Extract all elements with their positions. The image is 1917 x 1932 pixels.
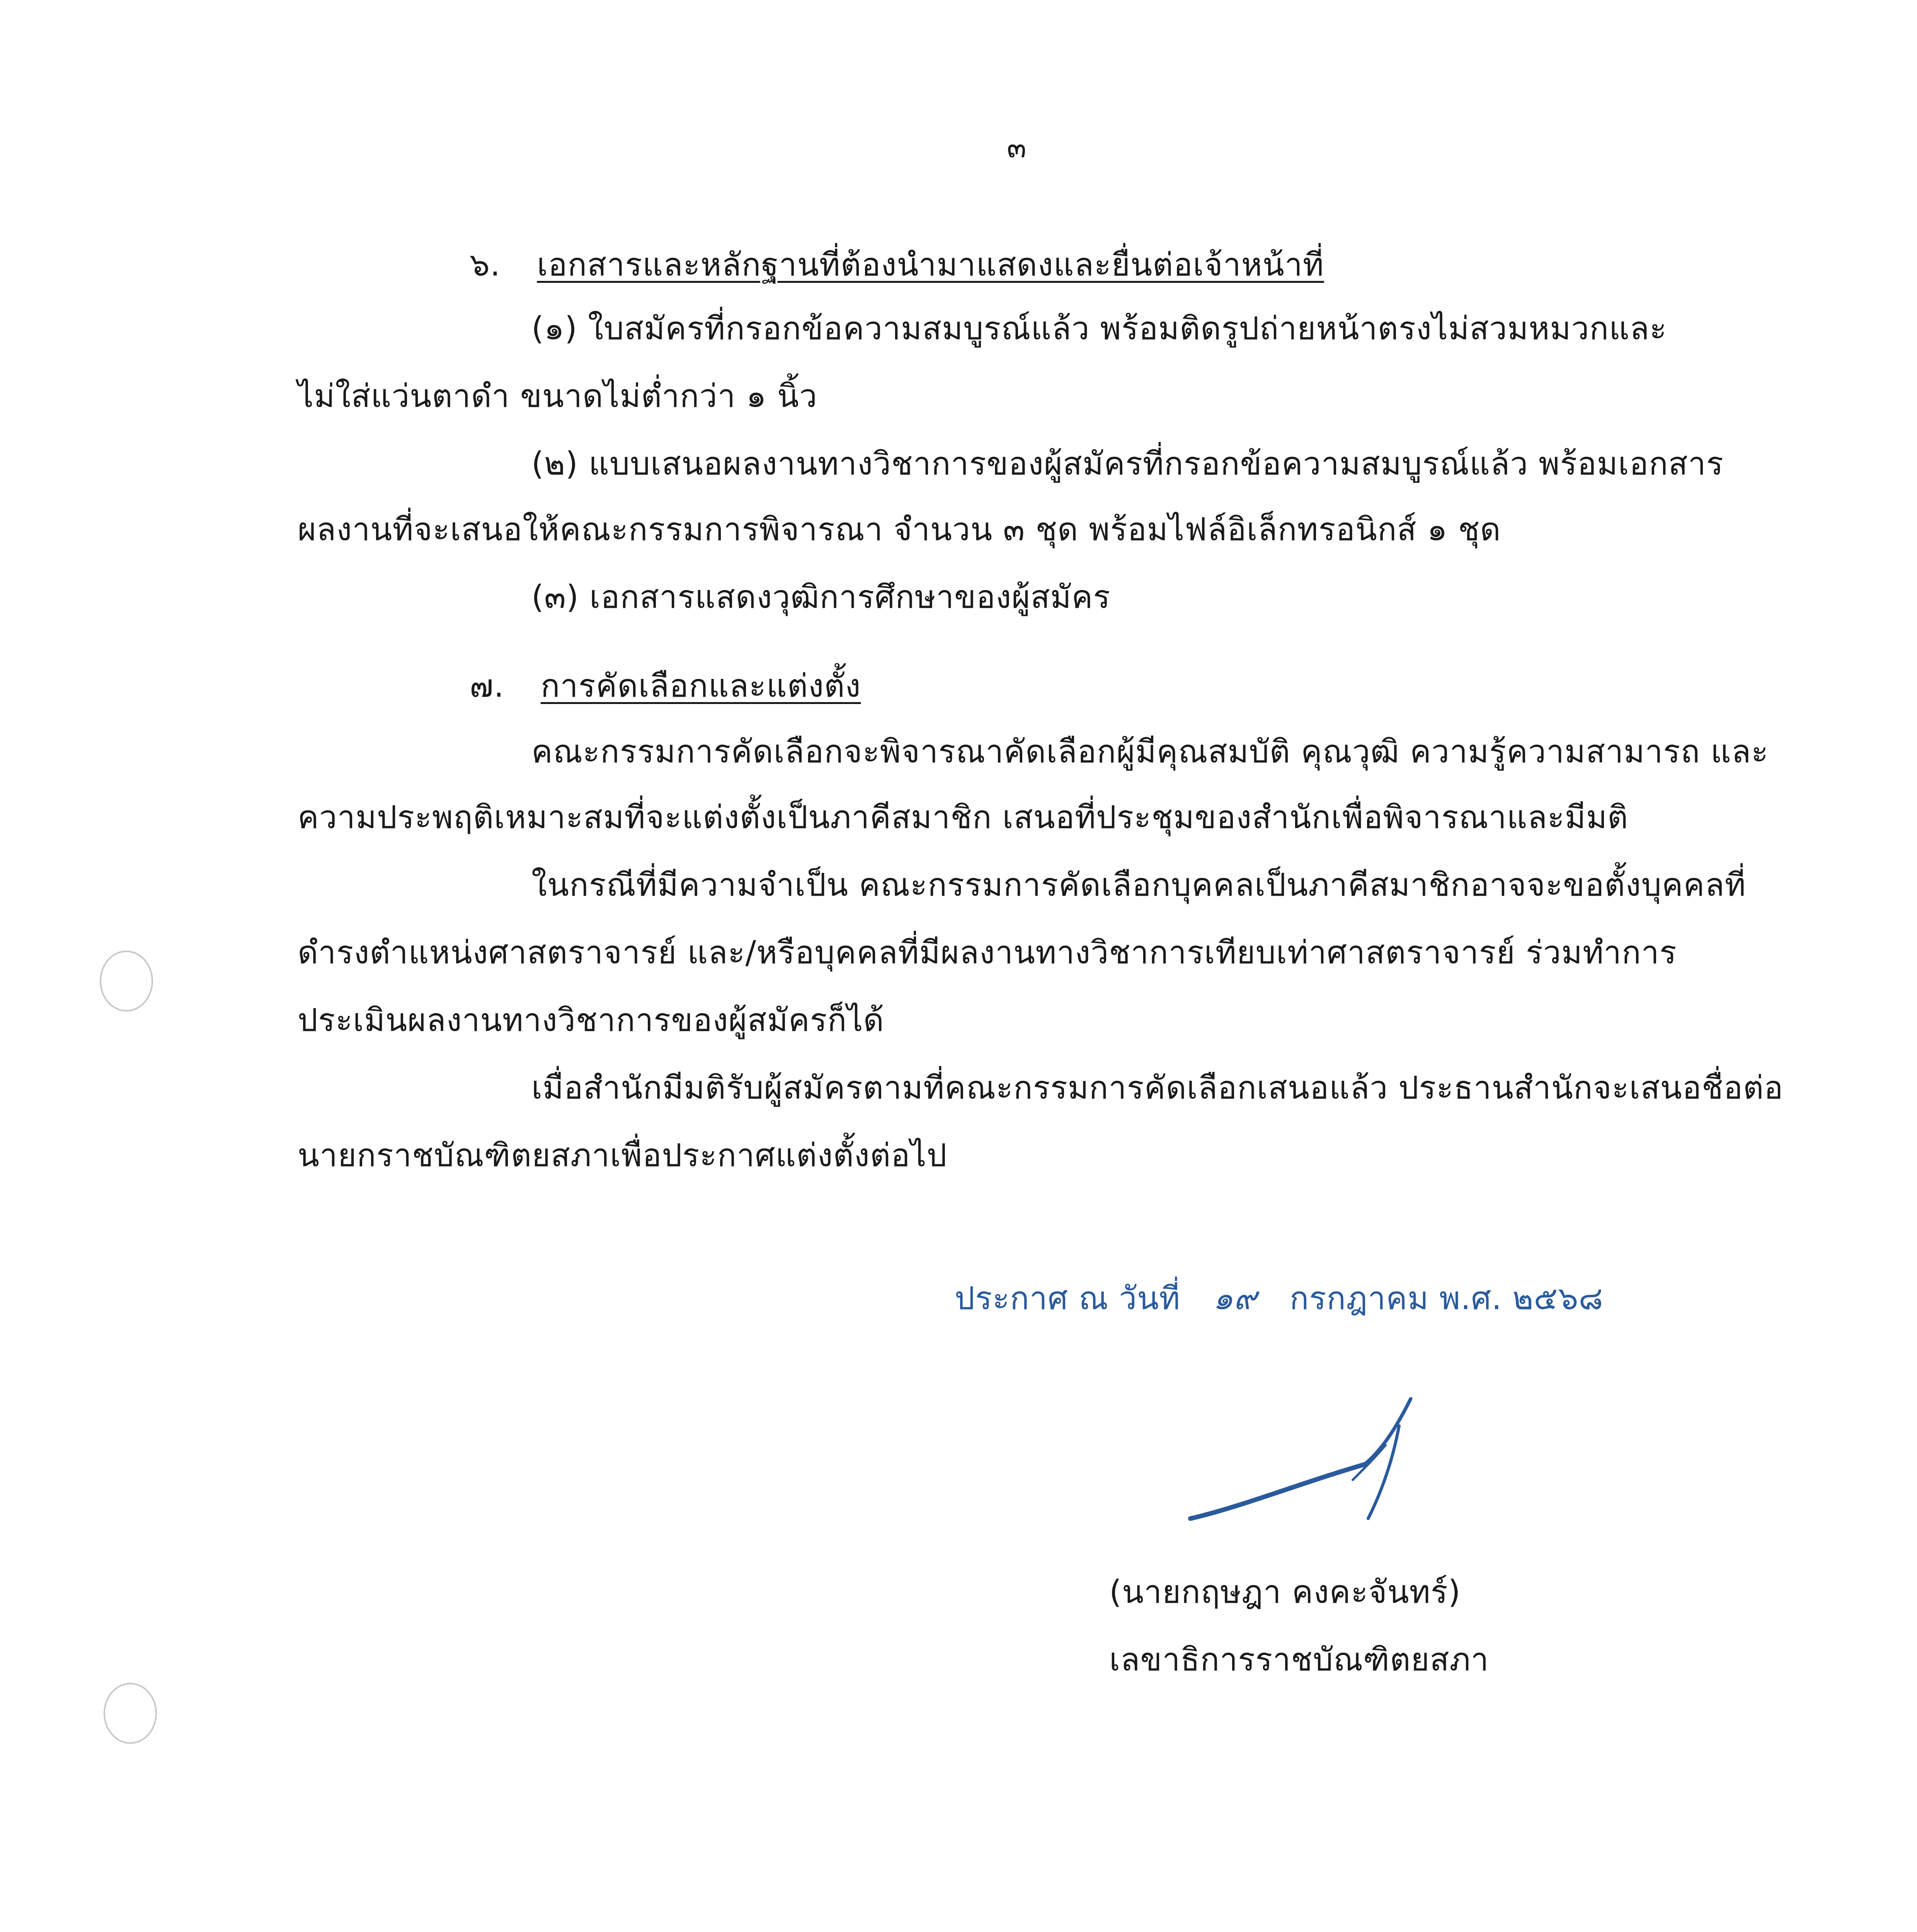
section-7-para-2-line-1: ในกรณีที่มีความจำเป็น คณะกรรมการคัดเลือกบุคคลเป็นภาคีสมาชิกอาจจะขอตั้งบุคคลที่	[531, 867, 1746, 903]
page-number: ๓	[1007, 131, 1027, 164]
punch-hole-bottom	[104, 1683, 157, 1744]
section-7-para-2-line-2: ดำรงตำแหน่งศาสตราจารย์ และ/หรือบุคคลที่มีผลงานทางวิชาการเทียบเท่าศาสตราจารย์ ร่วมทำการ	[298, 934, 1677, 971]
section-6-item-1-line-1: (๑) ใบสมัครที่กรอกข้อความสมบูรณ์แล้ว พร้อมติดรูปถ่ายหน้าตรงไม่สวมหมวกและ	[531, 310, 1667, 347]
section-6-number: ๖.	[470, 247, 501, 283]
announcement-suffix: กรกฎาคม พ.ศ. ๒๕๖๘	[1289, 1280, 1604, 1317]
section-6-title: เอกสารและหลักฐานที่ต้องนำมาแสดงและยื่นต่อเจ้าหน้าที่	[537, 247, 1324, 283]
announcement-prefix: ประกาศ ณ วันที่	[955, 1280, 1181, 1317]
section-7-heading	[470, 670, 861, 702]
announcement-date	[955, 1280, 1604, 1317]
section-7-para-1-line-2: ความประพฤติเหมาะสมที่จะแต่งตั้งเป็นภาคีสมาชิก เสนอที่ประชุมของสำนักเพื่อพิจารณาและมีมติ	[298, 799, 1629, 836]
signatory-name: (นายกฤษฎา คงคะจันทร์)	[1109, 1574, 1461, 1611]
section-6-heading	[470, 249, 1324, 281]
section-6-item-1-line-2: ไม่ใส่แว่นตาดำ ขนาดไม่ต่ำกว่า ๑ นิ้ว	[298, 378, 818, 415]
punch-hole-top	[100, 951, 153, 1012]
signature	[1183, 1391, 1430, 1530]
signatory-position: เลขาธิการราชบัณฑิตยสภา	[1109, 1641, 1489, 1678]
section-7-para-3-line-2: นายกราชบัณฑิตยสภาเพื่อประกาศแต่งตั้งต่อไป	[298, 1137, 947, 1174]
section-6-item-2-line-2: ผลงานที่จะเสนอให้คณะกรรมการพิจารณา จำนวน ๓ ชุด พร้อมไฟล์อิเล็กทรอนิกส์ ๑ ชุด	[298, 511, 1501, 548]
section-7-title: การคัดเลือกและแต่งตั้ง	[540, 668, 861, 704]
section-7-para-2-line-3: ประเมินผลงานทางวิชาการของผู้สมัครก็ได้	[298, 1002, 884, 1039]
announcement-day: ๑๙	[1213, 1280, 1257, 1317]
section-7-para-3-line-1: เมื่อสำนักมีมติรับผู้สมัครตามที่คณะกรรมการคัดเลือกเสนอแล้ว ประธานสำนักจะเสนอชื่อต่อ	[531, 1070, 1784, 1106]
section-7-para-1-line-1: คณะกรรมการคัดเลือกจะพิจารณาคัดเลือกผู้มีคุณสมบัติ คุณวุฒิ ความรู้ความสามารถ และ	[531, 733, 1769, 770]
section-6-item-2-line-1: (๒) แบบเสนอผลงานทางวิชาการของผู้สมัครที่กรอกข้อความสมบูรณ์แล้ว พร้อมเอกสาร	[531, 446, 1724, 482]
section-6-item-3-line-1: (๓) เอกสารแสดงวุฒิการศึกษาของผู้สมัคร	[531, 579, 1111, 616]
section-7-number: ๗.	[470, 668, 504, 704]
